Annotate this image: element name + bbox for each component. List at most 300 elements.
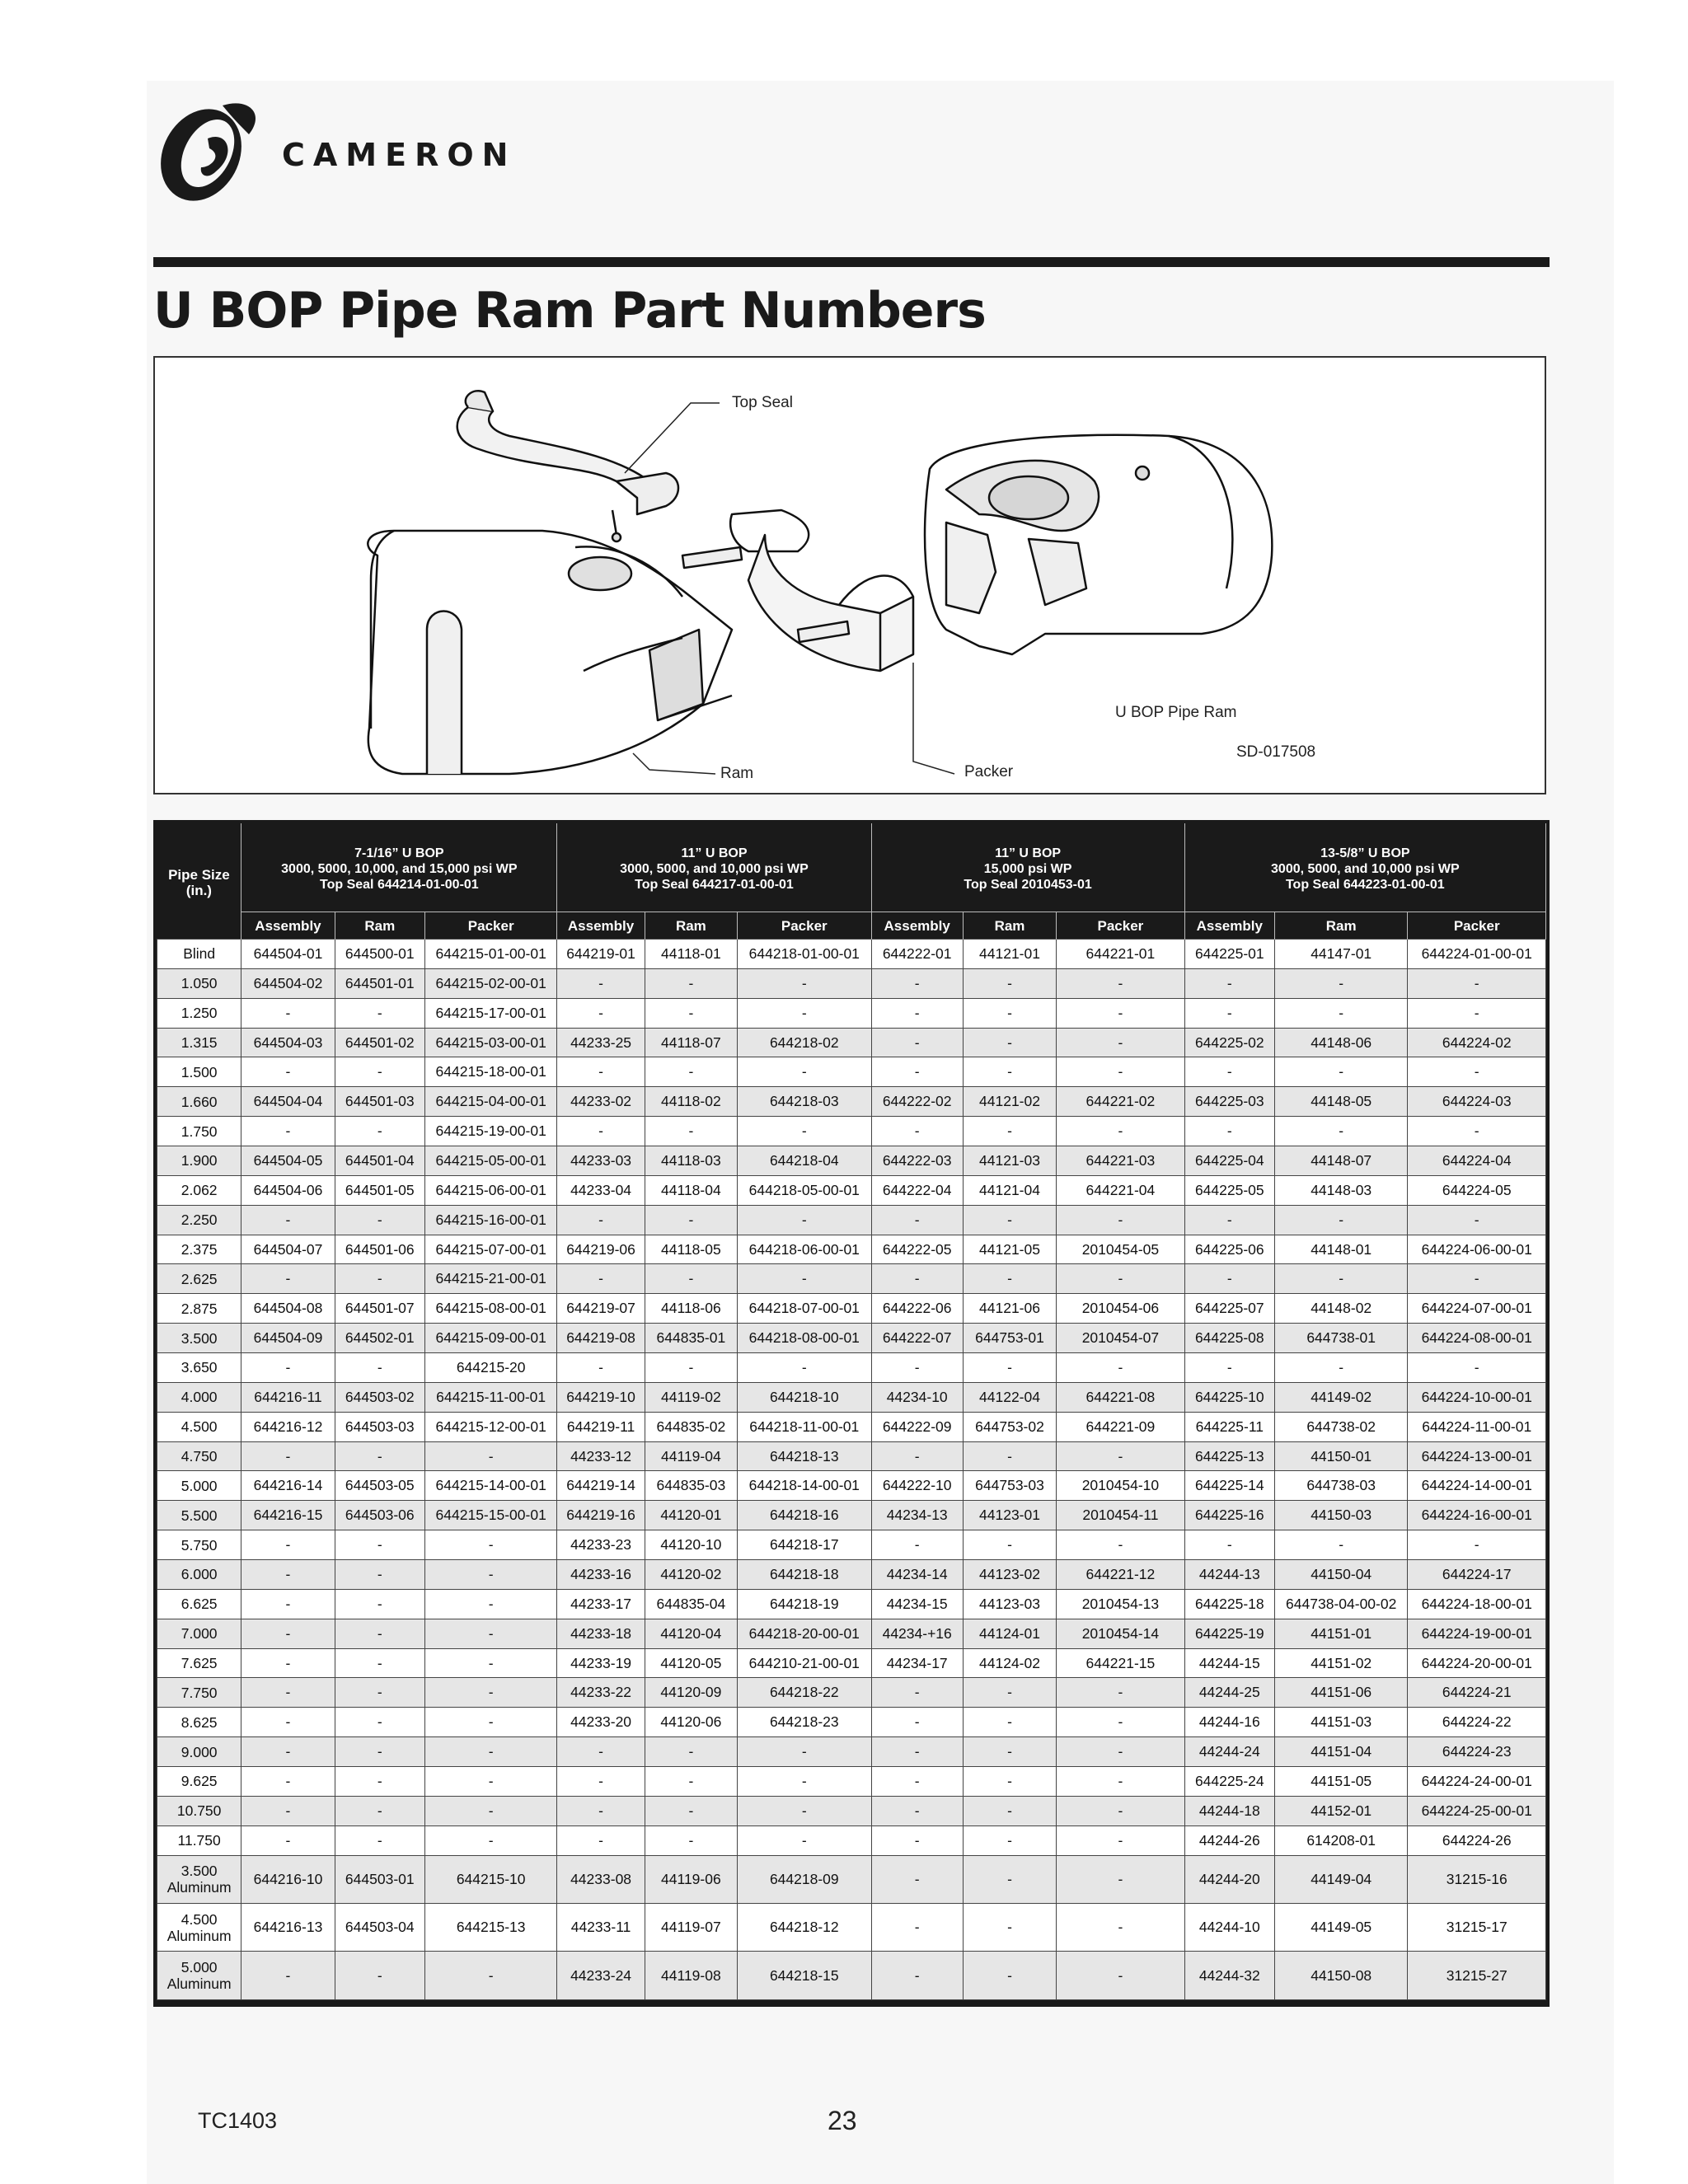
part-number-cell: 44121-05 xyxy=(963,1235,1056,1264)
part-number-cell: 644753-03 xyxy=(963,1471,1056,1501)
pipe-size-cell: 2.625 xyxy=(157,1264,241,1294)
part-number-cell: 44118-01 xyxy=(645,940,737,969)
part-number-cell: 644504-08 xyxy=(241,1294,335,1324)
part-number-cell: - xyxy=(1408,1530,1546,1560)
col-ram: Ram xyxy=(1274,912,1407,940)
pipe-size-cell: 5.500 xyxy=(157,1501,241,1530)
table-row xyxy=(157,1619,1546,1648)
part-number-cell: - xyxy=(1274,998,1407,1028)
part-number-cell: 644503-03 xyxy=(335,1412,424,1441)
part-number-cell: 44150-04 xyxy=(1274,1560,1407,1590)
part-number-cell: - xyxy=(424,1589,556,1619)
part-number-cell: 644215-04-00-01 xyxy=(424,1087,556,1117)
part-number-cell: - xyxy=(1057,968,1184,998)
part-number-cell: 44124-01 xyxy=(963,1619,1056,1648)
part-number-cell: - xyxy=(424,1441,556,1471)
part-number-cell: - xyxy=(335,1825,424,1855)
table-row xyxy=(157,1708,1546,1737)
table-subheader-row xyxy=(157,912,1546,940)
table-row xyxy=(157,1855,1546,1903)
u-bop-pipe-ram-drawing xyxy=(155,358,1548,796)
table-row xyxy=(157,1767,1546,1797)
part-number-cell: 44119-08 xyxy=(645,1952,737,2000)
pipe-size-cell: 2.375 xyxy=(157,1235,241,1264)
pipe-size-cell: 11.750 xyxy=(157,1825,241,1855)
part-number-cell: - xyxy=(241,998,335,1028)
part-number-cell: 644225-11 xyxy=(1184,1412,1274,1441)
part-number-cell: - xyxy=(963,1264,1056,1294)
part-number-cell: 644215-09-00-01 xyxy=(424,1324,556,1353)
table-row xyxy=(157,1501,1546,1530)
part-number-cell: - xyxy=(241,1530,335,1560)
col-assembly: Assembly xyxy=(241,912,335,940)
part-number-cell: 44120-05 xyxy=(645,1648,737,1678)
part-number-cell: - xyxy=(738,1767,871,1797)
part-number-cell: 644216-13 xyxy=(241,1904,335,1952)
part-number-cell: 644222-03 xyxy=(871,1146,963,1176)
part-number-cell: 644218-03 xyxy=(738,1087,871,1117)
part-number-cell: 44233-22 xyxy=(557,1678,645,1708)
part-number-cell: 644218-07-00-01 xyxy=(738,1294,871,1324)
table-group-header-row xyxy=(157,823,1546,912)
part-number-cell: - xyxy=(241,1441,335,1471)
table-row xyxy=(157,1441,1546,1471)
page-title: U BOP Pipe Ram Part Numbers xyxy=(153,282,986,340)
group-top-seal: Top Seal 644217-01-00-01 xyxy=(635,877,794,892)
pipe-size-cell: 7.750 xyxy=(157,1678,241,1708)
part-number-cell: 44149-04 xyxy=(1274,1855,1407,1903)
group-header-11-15k xyxy=(871,823,1184,912)
part-number-cell: - xyxy=(241,1619,335,1648)
part-number-cell: - xyxy=(871,1441,963,1471)
pipe-size-cell: 2.250 xyxy=(157,1205,241,1235)
part-number-cell: 31215-27 xyxy=(1408,1952,1546,2000)
part-number-cell: - xyxy=(1274,968,1407,998)
part-number-cell: 44233-08 xyxy=(557,1855,645,1903)
pipe-size-cell: 5.750 xyxy=(157,1530,241,1560)
col-ram: Ram xyxy=(963,912,1056,940)
callout-packer: Packer xyxy=(964,763,1014,780)
part-number-cell: - xyxy=(241,1678,335,1708)
part-number-cell: - xyxy=(335,1796,424,1825)
part-number-cell: 44119-06 xyxy=(645,1855,737,1903)
part-number-cell: 44233-17 xyxy=(557,1589,645,1619)
part-number-cell: - xyxy=(1057,1205,1184,1235)
part-number-cell: 644753-02 xyxy=(963,1412,1056,1441)
part-number-cell: 44244-13 xyxy=(1184,1560,1274,1590)
table-row xyxy=(157,1205,1546,1235)
part-number-cell: 44151-05 xyxy=(1274,1767,1407,1797)
part-number-cell: - xyxy=(424,1708,556,1737)
part-number-cell: 644224-05 xyxy=(1408,1175,1546,1205)
group-top-seal: Top Seal 2010453-01 xyxy=(964,877,1092,892)
part-number-cell: 644503-02 xyxy=(335,1382,424,1412)
part-number-cell: - xyxy=(963,1767,1056,1797)
table-row xyxy=(157,1952,1546,2000)
part-number-cell: 644218-01-00-01 xyxy=(738,940,871,969)
part-number-cell: - xyxy=(871,1028,963,1057)
part-number-cell: 44150-01 xyxy=(1274,1441,1407,1471)
part-number-cell: - xyxy=(1408,968,1546,998)
part-number-cell: - xyxy=(1057,1353,1184,1383)
part-number-cell: - xyxy=(871,1825,963,1855)
part-number-cell: 644224-10-00-01 xyxy=(1408,1382,1546,1412)
part-number-cell: 644219-08 xyxy=(557,1324,645,1353)
part-number-cell: - xyxy=(963,1952,1056,2000)
part-number-cell: 44149-05 xyxy=(1274,1904,1407,1952)
col-packer: Packer xyxy=(424,912,556,940)
part-number-cell: 644504-01 xyxy=(241,940,335,969)
part-number-cell: 644215-08-00-01 xyxy=(424,1294,556,1324)
part-number-cell: - xyxy=(1057,998,1184,1028)
part-number-cell: - xyxy=(738,968,871,998)
part-number-cell: 644215-03-00-01 xyxy=(424,1028,556,1057)
part-number-cell: 644738-01 xyxy=(1274,1324,1407,1353)
part-number-cell: 644218-19 xyxy=(738,1589,871,1619)
part-number-cell: 44151-02 xyxy=(1274,1648,1407,1678)
part-number-cell: - xyxy=(963,1205,1056,1235)
pipe-size-cell: 1.315 xyxy=(157,1028,241,1057)
part-number-cell: 44148-01 xyxy=(1274,1235,1407,1264)
part-number-cell: - xyxy=(424,1767,556,1797)
part-number-cell: 644218-13 xyxy=(738,1441,871,1471)
part-number-cell: - xyxy=(335,1678,424,1708)
part-number-cell: - xyxy=(738,1264,871,1294)
part-number-cell: 44120-01 xyxy=(645,1501,737,1530)
table-row xyxy=(157,1028,1546,1057)
part-number-cell: - xyxy=(871,968,963,998)
part-number-cell: 644215-20 xyxy=(424,1353,556,1383)
part-number-cell: 44234-+16 xyxy=(871,1619,963,1648)
part-number-cell: 44118-04 xyxy=(645,1175,737,1205)
part-number-cell: 44233-16 xyxy=(557,1560,645,1590)
group-title: 11” U BOP xyxy=(995,846,1062,860)
document-code: TC1403 xyxy=(198,2108,278,2133)
part-number-cell: - xyxy=(1274,1057,1407,1087)
part-number-cell: 644219-01 xyxy=(557,940,645,969)
part-number-cell: 644218-18 xyxy=(738,1560,871,1590)
part-number-cell: 644216-10 xyxy=(241,1855,335,1903)
part-number-cell: - xyxy=(1184,1117,1274,1146)
col-assembly: Assembly xyxy=(871,912,963,940)
part-number-cell: 644222-02 xyxy=(871,1087,963,1117)
part-number-cell: 644221-04 xyxy=(1057,1175,1184,1205)
part-number-cell: - xyxy=(645,1353,737,1383)
part-number-cell: - xyxy=(645,998,737,1028)
part-number-cell: - xyxy=(1057,1737,1184,1767)
part-number-cell: 644222-06 xyxy=(871,1294,963,1324)
part-number-cell: - xyxy=(241,1648,335,1678)
part-number-cell: 44233-24 xyxy=(557,1952,645,2000)
part-number-cell: 644215-19-00-01 xyxy=(424,1117,556,1146)
table-row xyxy=(157,1648,1546,1678)
part-number-cell: 644218-06-00-01 xyxy=(738,1235,871,1264)
part-number-cell: 44121-03 xyxy=(963,1146,1056,1176)
part-number-cell: - xyxy=(335,1708,424,1737)
part-number-cell: 44118-03 xyxy=(645,1146,737,1176)
part-number-cell: - xyxy=(241,1952,335,2000)
pipe-size-cell: 4.500 xyxy=(157,1412,241,1441)
part-number-cell: - xyxy=(335,1530,424,1560)
group-pressure: 3000, 5000, and 10,000 psi WP xyxy=(620,861,809,876)
table-row xyxy=(157,1294,1546,1324)
pipe-size-cell: 2.875 xyxy=(157,1294,241,1324)
part-number-cell: 644224-21 xyxy=(1408,1678,1546,1708)
part-number-cell: - xyxy=(1408,998,1546,1028)
part-number-cell: 44120-09 xyxy=(645,1678,737,1708)
part-number-cell: 644224-13-00-01 xyxy=(1408,1441,1546,1471)
group-title: 7-1/16” U BOP xyxy=(354,846,444,860)
part-number-cell: - xyxy=(1274,1530,1407,1560)
group-header-13-5-8 xyxy=(1184,823,1545,912)
part-number-cell: 644224-16-00-01 xyxy=(1408,1501,1546,1530)
part-number-cell: - xyxy=(1184,1264,1274,1294)
part-number-cell: 44233-25 xyxy=(557,1028,645,1057)
part-number-cell: - xyxy=(963,1028,1056,1057)
part-number-cell: - xyxy=(1057,1117,1184,1146)
part-number-cell: 644218-15 xyxy=(738,1952,871,2000)
part-number-cell: - xyxy=(963,1530,1056,1560)
part-number-cell: - xyxy=(1057,1530,1184,1560)
part-number-cell: - xyxy=(738,1057,871,1087)
part-number-cell: - xyxy=(241,1353,335,1383)
part-number-cell: 44118-05 xyxy=(645,1235,737,1264)
part-number-cell: 644218-04 xyxy=(738,1146,871,1176)
part-number-cell: 644501-03 xyxy=(335,1087,424,1117)
part-number-cell: 644225-06 xyxy=(1184,1235,1274,1264)
part-number-cell: - xyxy=(963,968,1056,998)
part-number-cell: - xyxy=(241,1589,335,1619)
part-number-cell: 44148-07 xyxy=(1274,1146,1407,1176)
part-number-cell: - xyxy=(1057,1952,1184,2000)
table-row xyxy=(157,998,1546,1028)
table-row xyxy=(157,1471,1546,1501)
part-number-cell: 44120-10 xyxy=(645,1530,737,1560)
part-number-cell: - xyxy=(871,1057,963,1087)
part-number-cell: - xyxy=(1057,1028,1184,1057)
table-row xyxy=(157,1589,1546,1619)
part-number-cell: - xyxy=(424,1648,556,1678)
part-number-cell: 644224-06-00-01 xyxy=(1408,1235,1546,1264)
part-number-cell: 44233-02 xyxy=(557,1087,645,1117)
part-number-cell: - xyxy=(557,1796,645,1825)
part-number-cell: 44119-07 xyxy=(645,1904,737,1952)
part-number-cell: 44122-04 xyxy=(963,1382,1056,1412)
part-number-cell: - xyxy=(963,1441,1056,1471)
part-number-cell: - xyxy=(871,1904,963,1952)
part-number-cell: 644502-01 xyxy=(335,1324,424,1353)
part-number-cell: - xyxy=(645,968,737,998)
part-number-cell: - xyxy=(424,1530,556,1560)
pipe-size-cell: 1.660 xyxy=(157,1087,241,1117)
part-number-cell: - xyxy=(738,1825,871,1855)
pipe-size-cell: 3.500 Aluminum xyxy=(157,1855,241,1903)
part-number-cell: 44244-16 xyxy=(1184,1708,1274,1737)
pipe-size-cell: 5.000 xyxy=(157,1471,241,1501)
part-number-cell: - xyxy=(557,1767,645,1797)
cameron-logo-mark-icon xyxy=(150,89,274,213)
part-number-cell: 644221-01 xyxy=(1057,940,1184,969)
part-number-cell: 644222-07 xyxy=(871,1324,963,1353)
part-number-cell: - xyxy=(871,1264,963,1294)
pipe-size-cell: 1.500 xyxy=(157,1057,241,1087)
part-number-cell: - xyxy=(424,1678,556,1708)
group-title: 13-5/8” U BOP xyxy=(1320,846,1410,860)
pipe-size-cell: 5.000 Aluminum xyxy=(157,1952,241,2000)
part-number-cell: 44233-23 xyxy=(557,1530,645,1560)
part-number-cell: 644504-04 xyxy=(241,1087,335,1117)
col-packer: Packer xyxy=(1408,912,1546,940)
part-number-cell: - xyxy=(1184,968,1274,998)
part-number-cell: 44233-20 xyxy=(557,1708,645,1737)
part-number-cell: 644224-08-00-01 xyxy=(1408,1324,1546,1353)
ram-illustration xyxy=(153,356,1546,794)
part-number-cell: 644215-16-00-01 xyxy=(424,1205,556,1235)
part-number-cell: - xyxy=(335,1264,424,1294)
part-number-cell: 644221-15 xyxy=(1057,1648,1184,1678)
part-number-cell: - xyxy=(557,998,645,1028)
part-number-cell: 44152-01 xyxy=(1274,1796,1407,1825)
part-number-cell: 644503-01 xyxy=(335,1855,424,1903)
col-packer: Packer xyxy=(738,912,871,940)
part-number-cell: 644224-01-00-01 xyxy=(1408,940,1546,969)
part-number-cell: - xyxy=(1184,1057,1274,1087)
part-number-cell: 644222-01 xyxy=(871,940,963,969)
part-number-cell: - xyxy=(335,1737,424,1767)
group-top-seal: Top Seal 644223-01-00-01 xyxy=(1285,877,1445,892)
part-number-cell: 644504-05 xyxy=(241,1146,335,1176)
part-number-cell: 44121-04 xyxy=(963,1175,1056,1205)
part-number-cell: - xyxy=(1408,1264,1546,1294)
part-number-cell: 644225-08 xyxy=(1184,1324,1274,1353)
table-row xyxy=(157,1235,1546,1264)
part-number-cell: 644224-20-00-01 xyxy=(1408,1648,1546,1678)
part-number-cell: 644219-07 xyxy=(557,1294,645,1324)
part-number-cell: - xyxy=(963,1117,1056,1146)
part-number-cell: - xyxy=(645,1737,737,1767)
part-number-cell: 644835-03 xyxy=(645,1471,737,1501)
part-number-cell: 44244-10 xyxy=(1184,1904,1274,1952)
part-number-cell: 644224-25-00-01 xyxy=(1408,1796,1546,1825)
table-row xyxy=(157,1825,1546,1855)
part-number-cell: 44233-19 xyxy=(557,1648,645,1678)
part-number-cell: - xyxy=(963,1353,1056,1383)
part-number-cell: 644216-12 xyxy=(241,1412,335,1441)
cameron-logo xyxy=(150,89,517,221)
part-number-cell: 644222-09 xyxy=(871,1412,963,1441)
part-number-cell: 644215-21-00-01 xyxy=(424,1264,556,1294)
part-number-cell: - xyxy=(335,1353,424,1383)
part-number-cell: 44150-08 xyxy=(1274,1952,1407,2000)
part-number-cell: - xyxy=(645,1796,737,1825)
part-number-cell: - xyxy=(557,968,645,998)
part-number-cell: - xyxy=(1274,1353,1407,1383)
part-number-cell: 44151-04 xyxy=(1274,1737,1407,1767)
part-number-cell: 44233-03 xyxy=(557,1146,645,1176)
col-ram: Ram xyxy=(335,912,424,940)
part-number-cell: - xyxy=(241,1560,335,1590)
part-number-cell: - xyxy=(335,1589,424,1619)
part-number-cell: 644215-14-00-01 xyxy=(424,1471,556,1501)
header-rule xyxy=(153,257,1550,267)
part-number-cell: - xyxy=(1408,1117,1546,1146)
part-number-cell: 44118-02 xyxy=(645,1087,737,1117)
part-number-cell: 644501-06 xyxy=(335,1235,424,1264)
part-number-cell: 2010454-07 xyxy=(1057,1324,1184,1353)
part-number-cell: 644215-11-00-01 xyxy=(424,1382,556,1412)
part-number-cell: - xyxy=(557,1205,645,1235)
part-number-cell: 644210-21-00-01 xyxy=(738,1648,871,1678)
part-number-cell: 44120-04 xyxy=(645,1619,737,1648)
pipe-size-cell: 2.062 xyxy=(157,1175,241,1205)
part-number-cell: 44119-04 xyxy=(645,1441,737,1471)
part-number-cell: - xyxy=(645,1117,737,1146)
part-number-cell: 644224-14-00-01 xyxy=(1408,1471,1546,1501)
group-top-seal: Top Seal 644214-01-00-01 xyxy=(320,877,479,892)
part-number-cell: - xyxy=(424,1737,556,1767)
part-number-cell: 44121-01 xyxy=(963,940,1056,969)
pipe-size-cell: 4.500 Aluminum xyxy=(157,1904,241,1952)
part-number-cell: 44123-02 xyxy=(963,1560,1056,1590)
part-number-cell: 44120-06 xyxy=(645,1708,737,1737)
part-number-cell: - xyxy=(1057,1708,1184,1737)
part-number-cell: - xyxy=(645,1205,737,1235)
part-numbers-table-frame xyxy=(153,820,1550,2007)
part-number-cell: - xyxy=(1057,1441,1184,1471)
part-number-cell: 644224-02 xyxy=(1408,1028,1546,1057)
part-number-cell: 44118-06 xyxy=(645,1294,737,1324)
page-number: 23 xyxy=(828,2106,857,2135)
part-number-cell: 644221-09 xyxy=(1057,1412,1184,1441)
part-number-cell: - xyxy=(1408,1205,1546,1235)
part-number-cell: 644501-01 xyxy=(335,968,424,998)
pipe-size-cell: 3.500 xyxy=(157,1324,241,1353)
part-number-cell: 44233-04 xyxy=(557,1175,645,1205)
part-number-cell: - xyxy=(871,1205,963,1235)
part-number-cell: 644504-07 xyxy=(241,1235,335,1264)
part-number-cell: - xyxy=(1274,1205,1407,1235)
part-number-cell: 644835-04 xyxy=(645,1589,737,1619)
part-number-cell: 644503-06 xyxy=(335,1501,424,1530)
part-number-cell: - xyxy=(424,1952,556,2000)
part-number-cell: 644218-08-00-01 xyxy=(738,1324,871,1353)
table-row xyxy=(157,1175,1546,1205)
pipe-size-cell: 6.625 xyxy=(157,1589,241,1619)
drawing-number: SD-017508 xyxy=(1236,743,1316,761)
part-number-cell: 644224-04 xyxy=(1408,1146,1546,1176)
part-number-cell: - xyxy=(1057,1855,1184,1903)
pipe-size-cell: 1.050 xyxy=(157,968,241,998)
table-row xyxy=(157,1412,1546,1441)
part-number-cell: 644225-18 xyxy=(1184,1589,1274,1619)
part-number-cell: 644218-02 xyxy=(738,1028,871,1057)
part-number-cell: - xyxy=(557,1057,645,1087)
part-number-cell: 44233-11 xyxy=(557,1904,645,1952)
part-number-cell: 644225-03 xyxy=(1184,1087,1274,1117)
part-number-cell: - xyxy=(645,1767,737,1797)
part-number-cell: - xyxy=(557,1264,645,1294)
part-number-cell: 644501-07 xyxy=(335,1294,424,1324)
group-pressure: 3000, 5000, and 10,000 psi WP xyxy=(1271,861,1460,876)
group-title: 11” U BOP xyxy=(681,846,748,860)
col-packer: Packer xyxy=(1057,912,1184,940)
part-number-cell: 44148-03 xyxy=(1274,1175,1407,1205)
part-number-cell: 44244-20 xyxy=(1184,1855,1274,1903)
part-number-cell: - xyxy=(424,1560,556,1590)
part-number-cell: 44233-18 xyxy=(557,1619,645,1648)
part-number-cell: 644218-22 xyxy=(738,1678,871,1708)
part-number-cell: 614208-01 xyxy=(1274,1825,1407,1855)
